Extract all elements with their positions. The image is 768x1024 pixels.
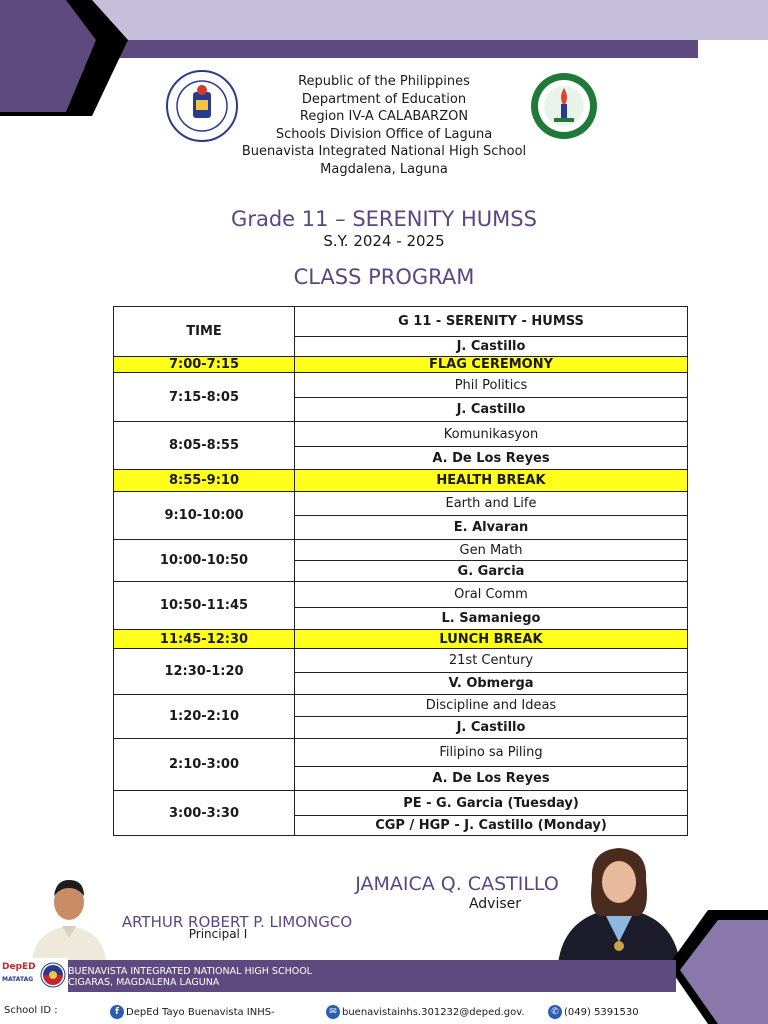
school-year: S.Y. 2024 - 2025 <box>323 232 445 250</box>
adviser-role: Adviser <box>468 896 522 912</box>
subject-cell: Earth and Life <box>295 492 688 516</box>
time-cell: 11:45-12:30 <box>114 630 295 649</box>
school-seal-right <box>528 72 600 140</box>
table-row <box>114 791 688 816</box>
table-row <box>114 540 688 561</box>
table-row <box>114 695 688 717</box>
header-line: Department of Education <box>301 91 467 107</box>
principal-photo <box>28 868 110 960</box>
matatag-logo: MATATAG <box>2 976 34 983</box>
break-label: HEALTH BREAK <box>295 470 688 492</box>
subject-cell: 21st Century <box>295 649 688 673</box>
principal-name: ARTHUR ROBERT P. LIMONGCO <box>121 913 353 931</box>
time-cell: 7:15-8:05 <box>114 373 295 422</box>
adviser-cell: J. Castillo <box>295 337 688 357</box>
header-band-dark <box>100 40 698 58</box>
subject-cell: Phil Politics <box>295 373 688 398</box>
time-cell: 10:00-10:50 <box>114 540 295 582</box>
header-band-light <box>60 0 768 40</box>
footer-logos <box>0 958 68 994</box>
time-cell: 8:05-8:55 <box>114 422 295 470</box>
facebook-contact[interactable] <box>110 1005 275 1019</box>
header-line: Region IV-A CALABARZON <box>299 109 469 124</box>
program-title: CLASS PROGRAM <box>293 265 475 289</box>
email-icon: ✉ <box>326 1005 340 1019</box>
table-row <box>114 373 688 398</box>
phone-icon: ✆ <box>548 1005 562 1019</box>
email-text: buenavistainhs.301232@deped.gov. <box>342 1006 525 1018</box>
footer-school-info <box>68 966 312 988</box>
teacher-cell: CGP / HGP - J. Castillo (Monday) <box>295 816 688 836</box>
footer-school-name: BUENAVISTA INTEGRATED NATIONAL HIGH SCHOOL <box>68 966 312 977</box>
footer-hexagon-decoration <box>662 908 768 1024</box>
phone-text: (049) 5391530 <box>564 1006 639 1018</box>
time-cell: 10:50-11:45 <box>114 582 295 630</box>
subject-cell: Oral Comm <box>295 582 688 608</box>
time-cell: 2:10-3:00 <box>114 739 295 791</box>
email-contact[interactable] <box>326 1005 525 1019</box>
table-row <box>114 357 688 373</box>
table-row <box>114 582 688 608</box>
subject-cell: Komunikasyon <box>295 422 688 447</box>
footer-school-address: CIGARAS, MAGDALENA LAGUNA <box>68 977 220 988</box>
teacher-cell: E. Alvaran <box>295 516 688 540</box>
time-cell: 3:00-3:30 <box>114 791 295 836</box>
subject-cell: Filipino sa Piling <box>295 739 688 767</box>
table-row <box>114 649 688 673</box>
teacher-cell: J. Castillo <box>295 717 688 739</box>
break-label: FLAG CEREMONY <box>295 357 688 373</box>
teacher-cell: A. De Los Reyes <box>295 447 688 470</box>
header-line: Magdalena, Laguna <box>320 161 448 177</box>
teacher-cell: L. Samaniego <box>295 608 688 630</box>
facebook-icon: f <box>110 1005 124 1019</box>
deped-logo: DepED <box>2 962 36 972</box>
time-header: TIME <box>114 307 295 357</box>
class-schedule-table <box>113 306 688 836</box>
table-row <box>114 739 688 767</box>
time-cell: 1:20-2:10 <box>114 695 295 739</box>
adviser-name: JAMAICA Q. CASTILLO <box>355 873 559 895</box>
break-label: LUNCH BREAK <box>295 630 688 649</box>
grade-title: Grade 11 – SERENITY HUMSS <box>231 207 537 231</box>
teacher-cell: J. Castillo <box>295 398 688 422</box>
teacher-cell: G. Garcia <box>295 561 688 582</box>
deped-seal-left <box>166 70 238 142</box>
table-row <box>114 422 688 447</box>
time-cell: 12:30-1:20 <box>114 649 295 695</box>
header-line: Republic of the Philippines <box>298 74 470 89</box>
table-row <box>114 630 688 649</box>
school-id <box>4 1005 58 1016</box>
agency-header <box>234 73 534 178</box>
subject-cell: Discipline and Ideas <box>295 695 688 717</box>
corner-hexagon-decoration <box>0 0 130 116</box>
header-line: Schools Division Office of Laguna <box>275 126 493 142</box>
phone-contact[interactable] <box>548 1005 639 1019</box>
subject-cell: Gen Math <box>295 540 688 561</box>
header-line: Buenavista Integrated National High School <box>241 144 527 159</box>
section-header: G 11 - SERENITY - HUMSS <box>295 307 688 337</box>
bagong-pilipinas-logo <box>40 962 66 988</box>
time-cell: 7:00-7:15 <box>114 357 295 373</box>
facebook-text: DepEd Tayo Buenavista INHS- <box>126 1006 275 1018</box>
teacher-cell: A. De Los Reyes <box>295 767 688 791</box>
table-row <box>114 470 688 492</box>
teacher-cell: V. Obmerga <box>295 673 688 695</box>
school-id-label: School ID : <box>4 1005 58 1016</box>
time-cell: 8:55-9:10 <box>114 470 295 492</box>
subject-cell: PE - G. Garcia (Tuesday) <box>295 791 688 816</box>
table-row <box>114 492 688 516</box>
time-cell: 9:10-10:00 <box>114 492 295 540</box>
principal-role: Principal I <box>188 927 248 941</box>
